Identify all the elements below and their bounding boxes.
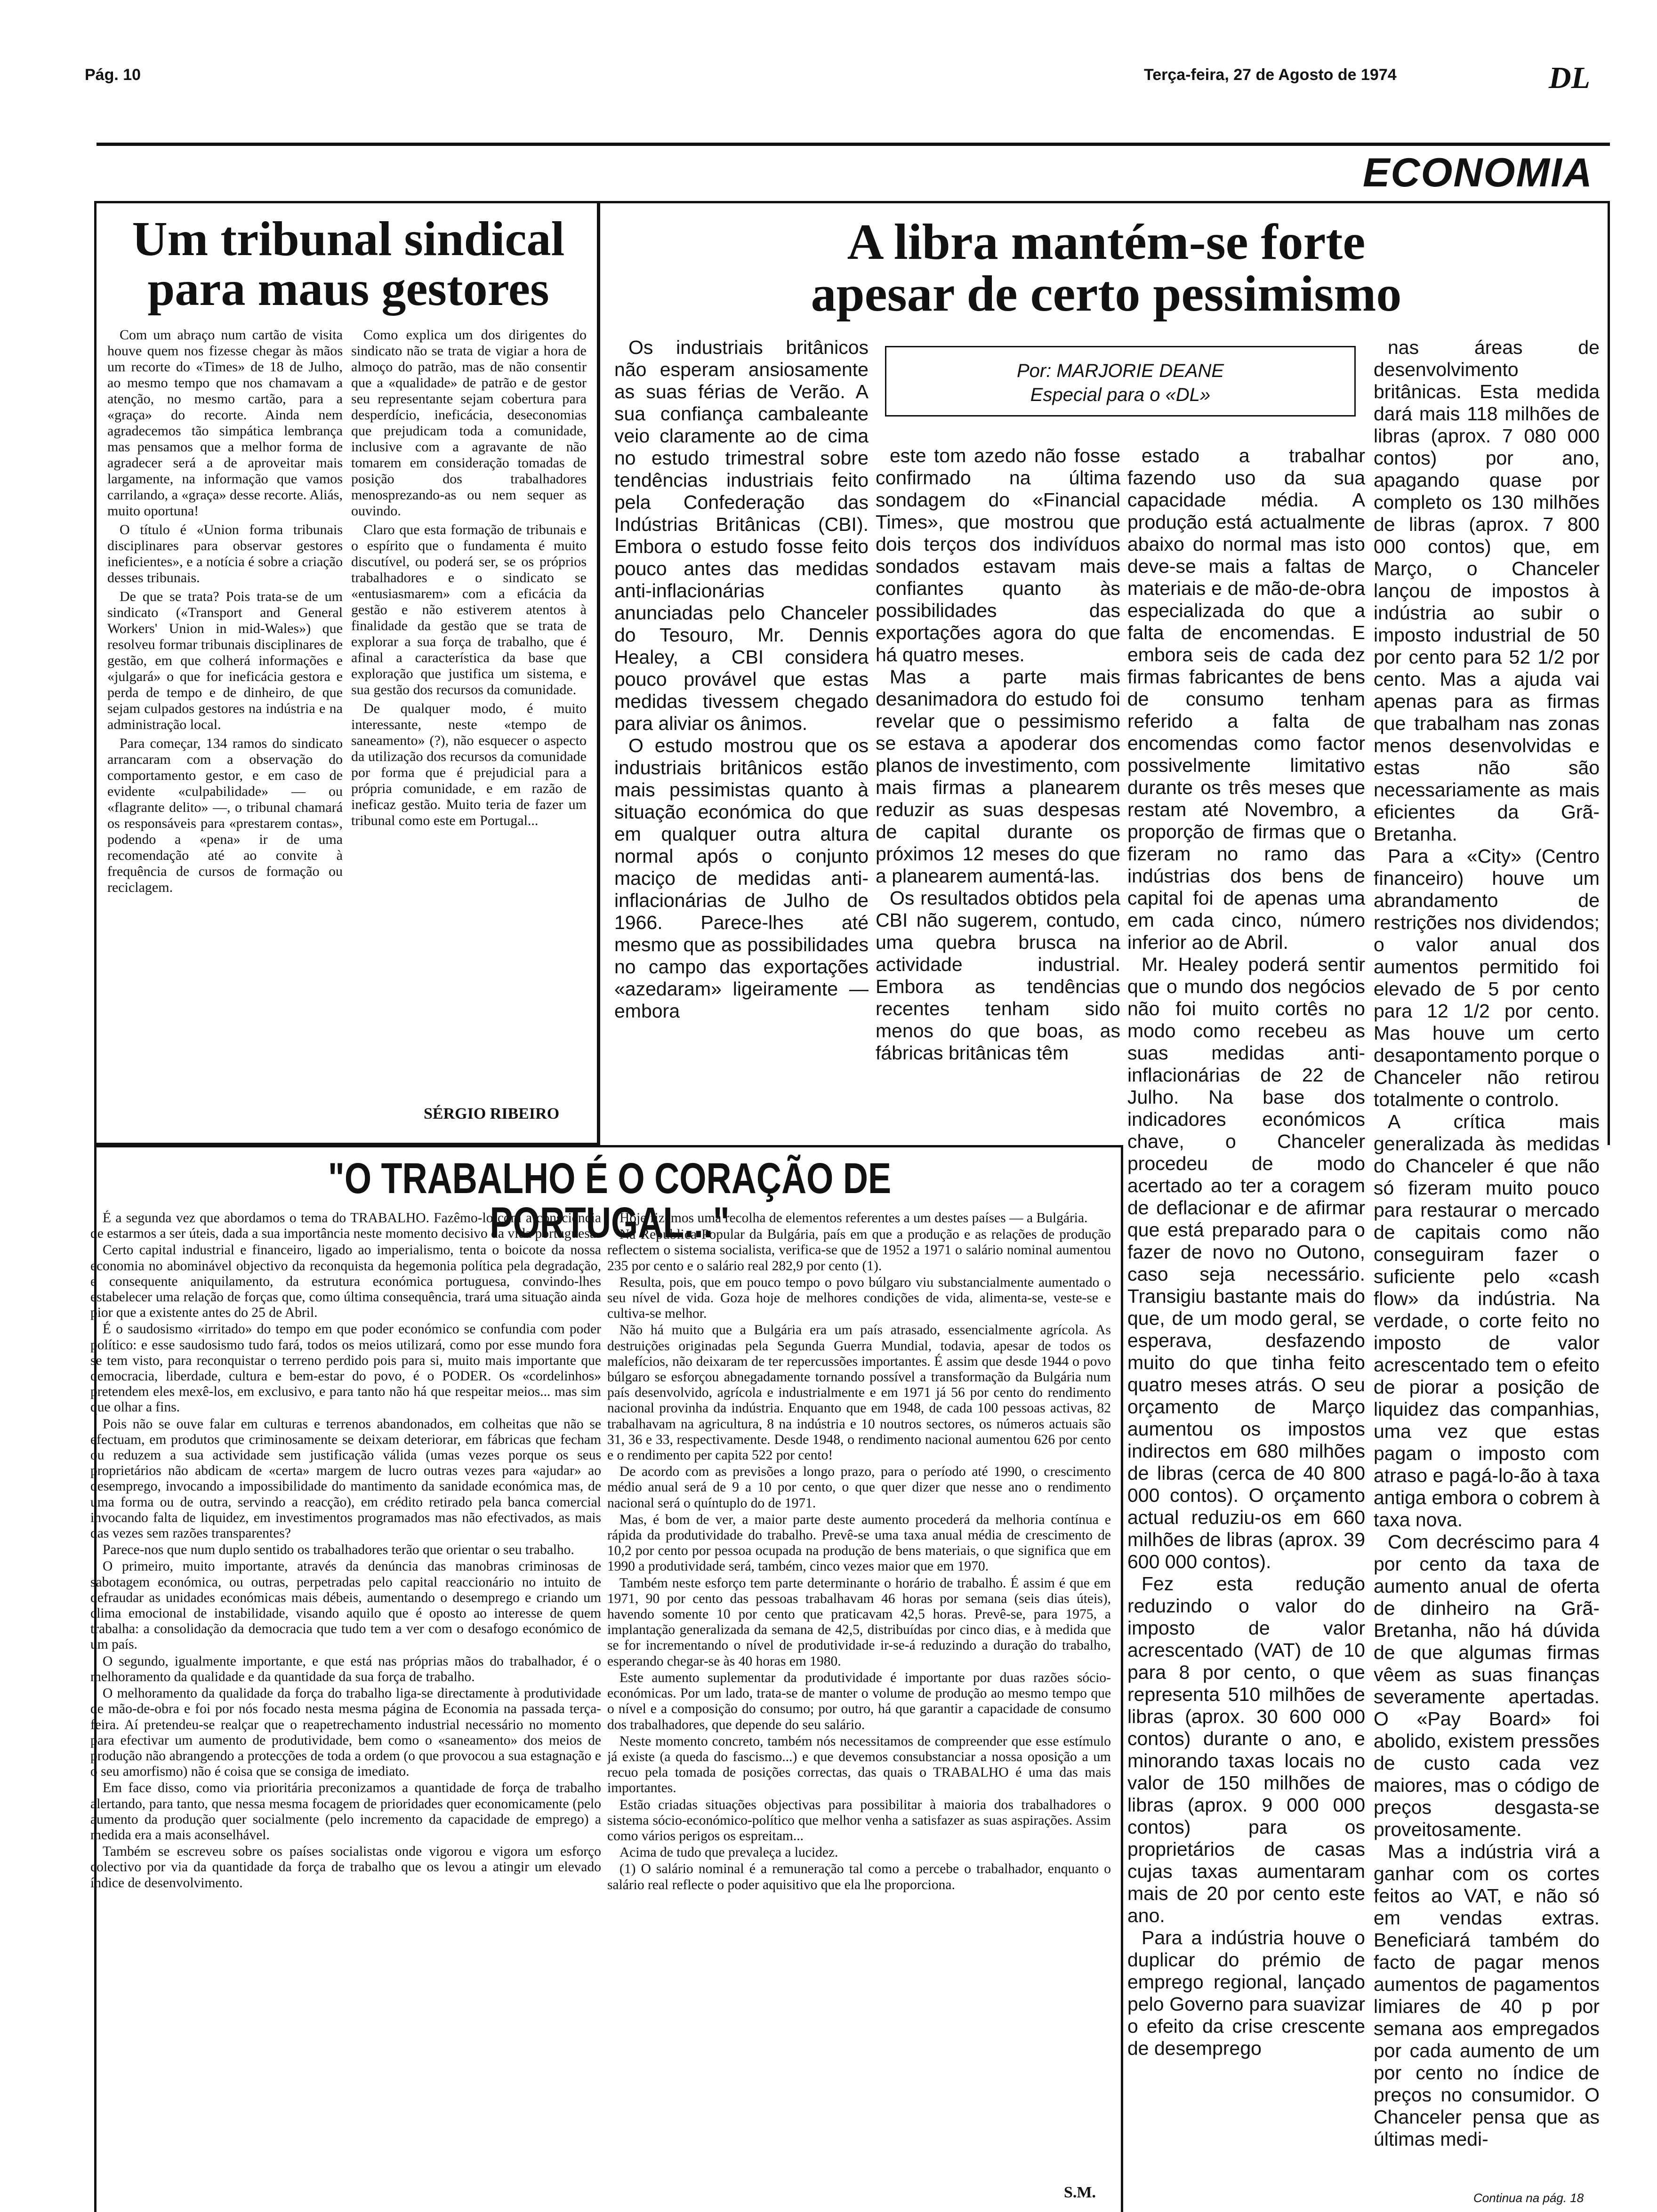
newspaper-logo: DL [1549, 61, 1590, 95]
paragraph: A crítica mais generalizada às medidas do Chanceler é que não só fizeram muito pouco para restaurar o mercado de capitais como não conseguiram fazer o suficiente pelo «cash flow» da indústria. Na verdade, o corte feito no imposto de valor acrescentado tem o efeito de piorar a posição de liquidez das companhias, uma vez que estas pagam o imposto com atraso e pagá-lo-ão à taxa antiga embora o cobrem à taxa nova. [1374, 1111, 1600, 1531]
paragraph: Parece-nos que num duplo sentido os trabalhadores terão que orientar o seu trabalho. [103, 1542, 574, 1558]
paragraph: Não há muito que a Bulgária era um país atrasado, essencialmente agrícola. As destruições originadas pela Segunda Guerra Mundial, todavia, apesar de todos os malefícios, não deixaram de ter repercussões importantes. É assim que desde 1944 o povo búlgaro se esforçou abnegadamente tornando possível a transformação da Bulgária num país desenvolvido, agrícola e industrialmente e em 1971 já 56 por cento do rendimento nacional provinha da indústria. Enquanto que em 1948, de cada 100 pessoas activas, 82 trabalhavam na agricultura, 8 na indústria e 10 noutros sectores, os números actuais são 31, 36 e 33, respectivamente. Desde 1948, o rendimento nacional aumentou 626 por cento e o rendimento per capita 522 por cento! [607, 1322, 1111, 1463]
paragraph: estado a trabalhar fazendo uso da sua capacidade média. A produção está actualmente abaixo do normal mas isto deve-se mais a faltas de materiais e de mão-de-obra especializada do que a falta de encomendas. E embora seis de cada dez firmas fabricantes de bens de consumo tenham referido a falta de encomendas como factor possivelmente limitativo durante os três meses que restam até Novembro, a proporção de firmas que o fizeram no ramo das indústrias dos bens de capital foi de apenas uma em cada cinco, número inferior ao de Abril. [1127, 445, 1365, 953]
paragraph: Mas a parte mais desanimadora do estudo foi revelar que o pessimismo se estava a apoderar dos planos de investimento, com mais firmas a planearem reduzir as suas despesas de capital durante os próximos 12 meses do que a planearem aumentá-las. [876, 666, 1120, 887]
paragraph: Na República Popular da Bulgária, país em que a produção e as relações de produção reflectem o sistema socialista, verifica-se que de 1952 a 1971 o salário nominal aumentou 235 por cento e o salário real 282,9 por cento (1). [607, 1227, 1111, 1274]
paragraph: Também se escreveu sobre os países socialistas onde vigorou e vigora um esforço colectivo por via da quantidade da força de trabalho que os levou a atingir um elevado índice de desenvolvimento. [90, 1844, 601, 1891]
article-2-column-1 [614, 337, 869, 1141]
paragraph: Mas a indústria virá a ganhar com os cortes feitos ao VAT, e não só em vendas extras. Beneficiará também do facto de pagar menos aumentos de pagamentos limiares de 40 p por semana aos empregados por cada aumento de um por cento no índice de preços no consumidor. O Chanceler pensa que as últimas medi- [1374, 1841, 1600, 2150]
paragraph: O segundo, igualmente importante, e que está nas próprias mãos do trabalhador, é o melhoramento da qualidade e da quantidade da sua força de trabalho. [90, 1653, 601, 1684]
paragraph: nas áreas de desenvolvimento britânicas. Esta medida dará mais 118 milhões de libras (aprox. 7 080 000 contos) por ano, apagando quase por completo os 130 milhões de libras (aprox. 7 800 000 contos) que, em Março, o Chanceler lançou de impostos à indústria ao subir o imposto industrial de 50 por cento para 52 1/2 por cento. Mas a ajuda vai apenas para as firmas que trabalham nas zonas menos desenvolvidas e estas não são necessariamente as mais eficientes da Grã-Bretanha. [1374, 337, 1600, 845]
paragraph: Também neste esforço tem parte determinante o horário de trabalho. É assim é que em 1971, 90 por cento das pessoas trabalhavam 46 horas por semana (seis dias úteis), havendo somente 10 por cento que praticavam 42,5 horas. Prevê-se, para 1975, a implantação generalizada da semana de 42,5, distribuídas por cinco dias, e à medida que se for incrementando o nível de produtividade ir-se-á reduzindo a duração do trabalho, esperando chegar-se às 40 horas em 1980. [607, 1575, 1111, 1669]
article-1-column-2 [351, 327, 587, 1080]
paragraph: Neste momento concreto, também nós necessitamos de compreender que esse estímulo já existe (a queda do fascismo...) e que devemos consubstanciar a nossa oposição a um recuo pela tomada de posições correctas, das quais o TRABALHO é uma das mais importantes. [607, 1733, 1111, 1796]
article-1-column-1 [107, 327, 343, 1132]
paragraph: O estudo mostrou que os industriais britânicos estão mais pessimistas quanto à situação económica do que em qualquer outra altura normal após o conjunto maciço de medidas anti-inflacionárias de Julho de 1966. Parece-lhes até mesmo que as possibilidades no campo das exportações «azedaram» ligeiramente — embora [614, 735, 869, 1022]
paragraph: É a segunda vez que abordamos o tema do TRABALHO. Fazêmo-lo com a consciência de estarmos a ser úteis, dada a sua importância neste momento decisivo da vida portuguesa. [90, 1210, 601, 1242]
article-1-author: SÉRGIO RIBEIRO [424, 1105, 560, 1122]
paragraph: De acordo com as previsões a longo prazo, para o período até 1990, o crescimento médio anual será de 9 a 10 por cento, o que quer dizer que nesse ano o rendimento nacional será o quíntuplo do de 1971. [607, 1464, 1111, 1511]
byline-note: Especial para o «DL» [1030, 385, 1211, 405]
paragraph: De que se trata? Pois trata-se de um sindicato («Transport and General Workers' Union in mid-Wales») que resolveu formar tribunais disciplinares de gestão, em que colherá informações e «julgará» o que for ineficácia gestora e perda de tempo e de dinheiro, de que sejam culpados gestores na indústria e na administração local. [107, 589, 343, 732]
paragraph: Resulta, pois, que em pouco tempo o povo búlgaro viu substancialmente aumentado o seu nível de vida. Goza hoje de melhores condições de vida, alimenta-se, veste-se e cultiva-se melhor. [607, 1274, 1111, 1322]
article-3-column-2 [607, 1210, 1111, 2180]
paragraph: Certo capital industrial e financeiro, ligado ao imperialismo, tenta o boicote da nossa economia no abominável objectivo da reconquista da hegemonia política pela degradação, e consequente aniquilamento, da estrutura económica portuguesa, convindo-lhes estabelecer uma relação de forças que, como última consequência, trará uma situação ainda pior que a existente antes do 25 de Abril. [90, 1242, 601, 1321]
paragraph: O título é «Union forma tribunais disciplinares para observar gestores ineficientes», e a notícia é sobre a criação desses tribunais. [107, 522, 343, 585]
paragraph: De qualquer modo, é muito interessante, neste «tempo de saneamento» (?), não esquecer o aspecto da utilização dos recursos da comunidade por forma que é prejudicial para a própria comunidade, e em razão de ineficaz gestão. Muito teria de fazer um tribunal como este em Portugal... [351, 701, 587, 828]
paragraph: Como explica um dos dirigentes do sindicato não se trata de vigiar a hora de almoço do patrão, mas de não consentir que a «qualidade» de patrão e de gestor seu representante sejam cobertura para desperdício, ineficácia, deseconomias que prejudicam toda a comunidade, inclusive com a agravante de não tomarem em consideração tomadas de posição dos trabalhadores menosprezando-as ou nem sequer as ouvindo. [351, 327, 587, 519]
byline-box [885, 346, 1356, 417]
article-2-column-2 [876, 445, 1120, 1141]
paragraph: Fez esta redução reduzindo o valor do imposto de valor acrescentado (VAT) de 10 para 8 por cento, o que representa 510 milhões de libras (aprox. 30 600 000 contos) durante o ano, e minorando taxas locais no valor de 150 milhões de libras (aprox. 9 000 000 contos) para os proprietários de casas cujas taxas aumentaram mais de 20 por cento este ano. [1127, 1573, 1365, 1926]
issue-date: Terça-feira, 27 de Agosto de 1974 [1144, 66, 1397, 84]
page-number: Pág. 10 [85, 66, 141, 84]
paragraph: Em face disso, como via prioritária preconizamos a quantidade de força de trabalho alertando, para tanto, que nessa mesma focagem de prioridades quer economicamente (pelo aumento da produção quer socialmente (pelo incremento da capacidade de emprego) a medida era a mais aconselhável. [90, 1780, 601, 1843]
paragraph: Com um abraço num cartão de visita houve quem nos fizesse chegar às mãos um recorte do «Times» de 18 de Julho, ao mesmo tempo que nos chamavam a atenção, no mesmo cartão, para a «graça» do recorte. Ainda nem agradecemos tão simpática lembrança mas pensamos que a melhor forma de agradecer será a de aproveitar mais largamente, na informação que vamos carrilando, a «graça» desse recorte. Aliás, muito oportuna! [107, 327, 343, 519]
paragraph: É o saudosismo «irritado» do tempo em que poder económico se confundia com poder político: e esse saudosismo tudo fará, todos os meios utilizará, como por esse mundo fora se tem visto, para reconquistar o terreno perdido pois para si, muito mais importante que democracia, liberdade, cultura e bem-estar do povo, é o PODER. Os «cordelinhos» pretendem eles mexê-los, em exclusivo, e para tanto não há que respeitar meios... mas sim que olhar a fins. [90, 1322, 601, 1415]
byline-author: Por: MARJORIE DEANE [1016, 361, 1224, 381]
paragraph: Acima de tudo que prevaleça a lucidez. [619, 1845, 838, 1860]
paragraph: Com decréscimo para 4 por cento da taxa de aumento anual de oferta de dinheiro na Grã-Bretanha, não há dúvida de que algumas firmas vêem as suas finanças severamente apertadas. O «Pay Board» foi abolido, existem pressões de custo cada vez maiores, mas o código de preços desgasta-se proveitosamente. [1374, 1531, 1600, 1840]
article-3-column-1 [90, 1210, 601, 2212]
paragraph: Para a «City» (Centro financeiro) houve um abrandamento de restrições nos dividendos; o valor anual dos aumentos permitido foi elevado de 5 por cento para 12 1/2 por cento. Mas houve um certo desapontamento porque o Chanceler não retirou totalmente o controlo. [1374, 845, 1600, 1110]
paragraph: Os industriais britânicos não esperam ansiosamente as suas férias de Verão. A sua confiança cambaleante veio claramente ao de cima no estudo trimestral sobre tendências industriais feito pela Confederação das Indústrias Britânicas (CBI). Embora o estudo fosse feito pouco antes das medidas anti-inflacionárias anunciadas pelo Chanceler do Tesouro, Mr. Dennis Healey, a CBI considera pouco provável que estas medidas tivessem chegado para aliviar os ânimos. [614, 337, 869, 734]
article-1-title: Um tribunal sindical para maus gestores [132, 212, 565, 316]
paragraph: Para começar, 134 ramos do sindicato arrancaram com a observação do comportamento gestor, e em caso de evidente «culpabilidade» — ou «flagrante delito» —, o tribunal chamará os responsáveis para «prestarem contas», podendo a «pena» ir de uma recomendação até ao convite à frequência de cursos de formação ou reciclagem. [107, 736, 343, 895]
paragraph: Para a indústria houve o duplicar do prémio de emprego regional, lançado pelo Governo para suavizar o efeito da crise crescente de desemprego [1127, 1927, 1365, 2059]
paragraph: O melhoramento da qualidade da força do trabalho liga-se directamente à produtividade de mão-de-obra e foi por nós focado nesta mesma página de Economia na passada terça-feira. Aí pretendeu-se realçar que o reapetrechamento industrial necessário no momento para efectivar um aumento de produtividade, bem como o «saneamento» dos meios de produção não abrangendo a protecções de toda a ordem (o que provocou a sua estagnação e o seu amorfismo) não é coisa que se consiga de imediato. [90, 1686, 601, 1779]
article-2-column-4 [1374, 337, 1600, 2186]
paragraph: Os resultados obtidos pela CBI não sugerem, contudo, uma quebra brusca na actividade industrial. Embora as tendências recentes tenham sido menos do que boas, as fábricas britânicas têm [876, 887, 1120, 1064]
paragraph: Hoje fizemos uma recolha de elementos referentes a um destes países — a Bulgária. [619, 1210, 1088, 1226]
paragraph: Claro que esta formação de tribunais e o espírito que o fundamenta é muito discutível, ou poderá ser, se os próprios trabalhadores e o sindicato se «entusiasmarem» com a eficácia da gestão e não estiverem atentos à finalidade da gestão que se trata de explorar a sua força de trabalho, que é afinal a característica da base que exploração que justifica um sistema, e sua gestão dos recursos da comunidade. [351, 522, 587, 697]
continued-note: Continua na pág. 18 [1473, 2191, 1584, 2205]
paragraph: Mr. Healey poderá sentir que o mundo dos negócios não foi muito cortês no modo como recebeu as suas medidas anti-inflacionárias de 22 de Julho. Na base dos indicadores económicos chave, o Chanceler procedeu de modo acertado ao ter a coragem de deflacionar e de afirmar que está preparado para o fazer de novo no Outono, caso seja necessário. Transigiu bastante mais do que, de um modo geral, se esperava, desfazendo muito do que tinha feito quatro meses atrás. O seu orçamento de Março aumentou os impostos indirectos em 680 milhões de libras (cerca de 40 800 000 contos). O orçamento actual reduziu-os em 660 milhões de libras (aprox. 39 600 000 contos). [1127, 954, 1365, 1572]
paragraph: este tom azedo não fosse confirmado na última sondagem do «Financial Times», que mostrou que dois terços dos indivíduos sondados estavam mais confiantes quanto às possibilidades das exportações agora do que há quatro meses. [876, 445, 1120, 665]
section-title: ECONOMIA [1363, 150, 1593, 195]
paragraph: Estão criadas situações objectivas para possibilitar à maioria dos trabalhadores o sistema sócio-económico-político que melhor venha a satisfazer as suas aspirações. Assim como vários perigos os espreitam... [607, 1797, 1111, 1843]
header-rule [97, 143, 1610, 146]
paragraph: Mas, é bom de ver, a maior parte deste aumento procederá da melhoria contínua e rápida da produtividade do trabalho. Prevê-se uma taxa anual média de crescimento de 10,2 por cento por pessoa ocupada na produção de bens materiais, o que significa que em 1990 a produtividade será, também, cinco vezes maior que em 1970. [607, 1512, 1111, 1574]
paragraph: Este aumento suplementar da produtividade é importante por duas razões sócio-económicas. Por um lado, trata-se de manter o volume de produção ao mesmo tempo que o nível e a composição do consumo; por outro, há que garantir a capacidade de consumo dos trabalhadores, que depende do seu salário. [607, 1670, 1111, 1732]
article-3-author: S.M. [1064, 2184, 1096, 2201]
paragraph: (1) O salário nominal é a remuneração tal como a percebe o trabalhador, enquanto o salário real reflecte o poder aquisitivo que ela lhe proporciona. [607, 1861, 1111, 1892]
article-2-title: A libra mantém-se forte apesar de certo pessimismo [811, 214, 1402, 322]
paragraph: Pois não se ouve falar em culturas e terrenos abandonados, em colheitas que não se efectuam, em produtos que criminosamente se deixam deteriorar, em fábricas que fecham ou reduzem a sua actividade sem justificação válida (umas vezes porque os seus proprietários não abdicam de «certa» margem de lucro outras vezes para «ajudar» ao desemprego, invocando a impossibilidade do mantimento da sanidade económica mas, de uma forma ou de outra, servindo a reacção), em crédito retirado pela banca comercial invocando falta de liquidez, em investimentos programados mas não efectivados, as mais das vezes sem razões transparentes? [90, 1416, 601, 1541]
article-2-column-3 [1127, 445, 1365, 2186]
paragraph: O primeiro, muito importante, através da denúncia das manobras criminosas de sabotagem económica, ou outras, perpetradas pelo capital reaccionário no intuito de defraudar as unidades económicas mais débeis, aumentando o desemprego e criando um clima emocional de instabilidade, visando aquilo que é oposto ao interesse de quem trabalha: a consolidação da democracia que tudo tem a ver com o desafogo económico de um país. [90, 1559, 601, 1652]
article-3-title: "O TRABALHO É O CORAÇÃO DE PORTUGAL..." [328, 1154, 892, 1247]
